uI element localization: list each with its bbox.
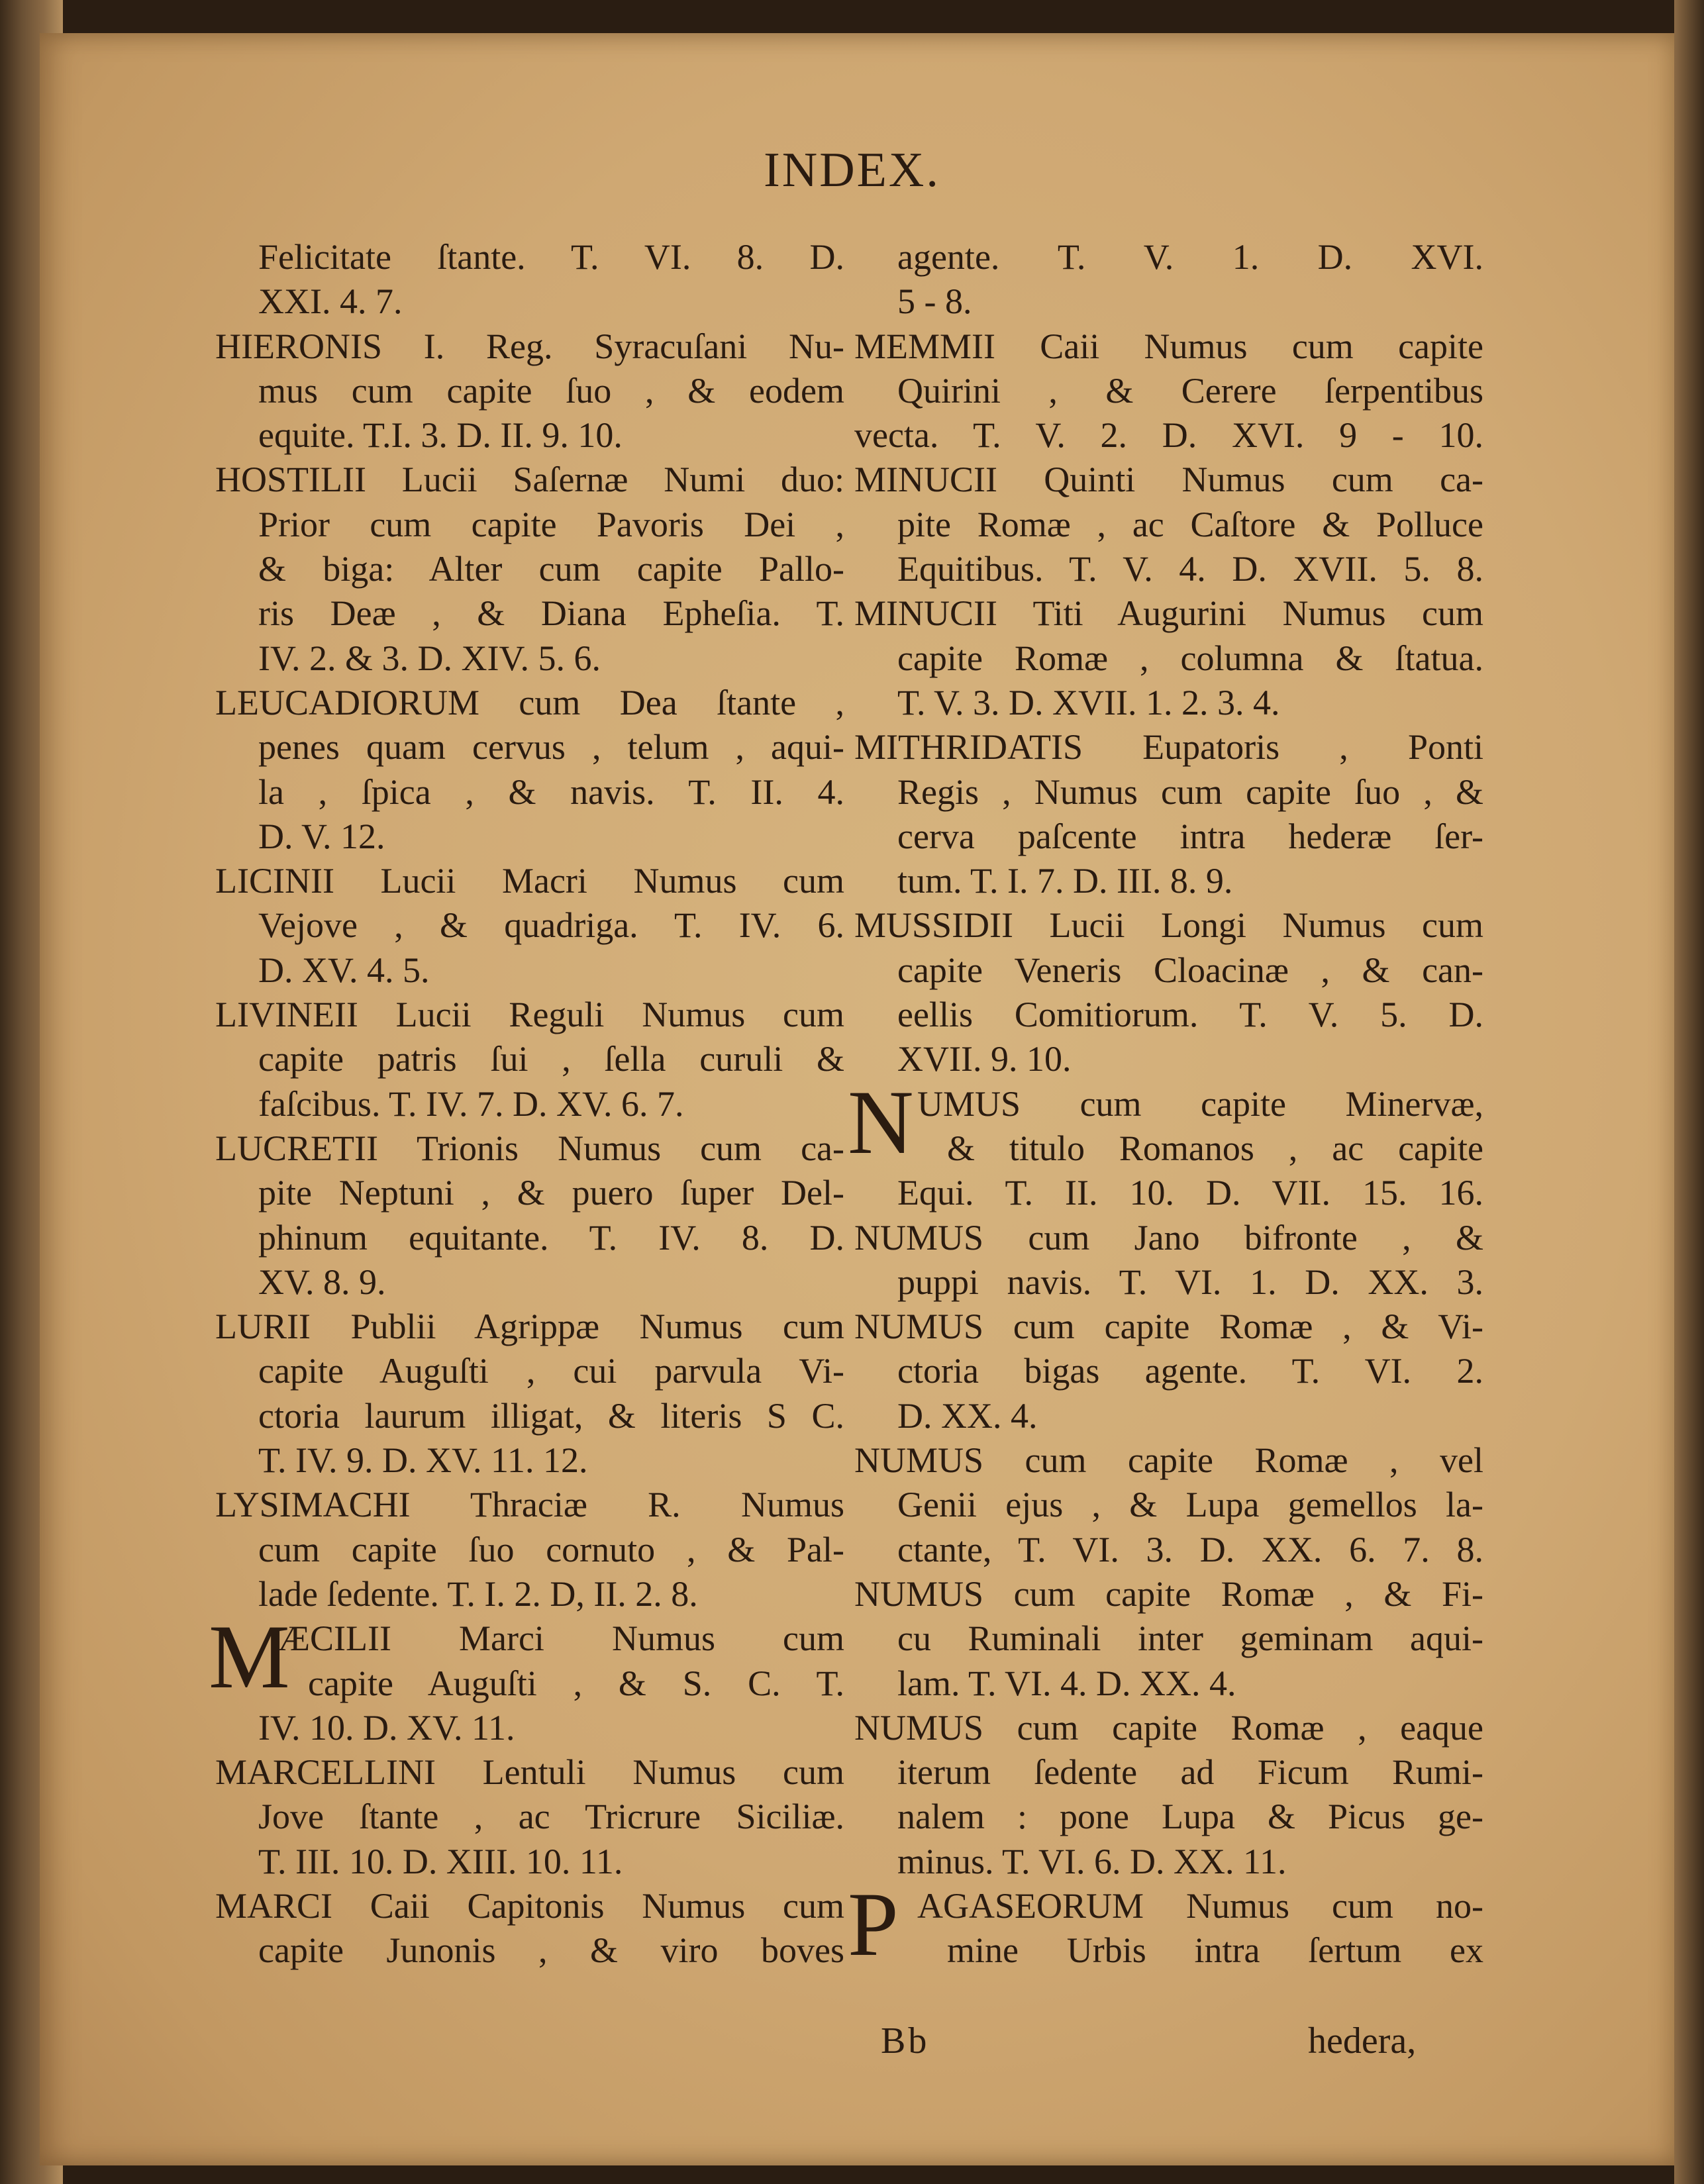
index-line-text: XXI. 4. 7. xyxy=(258,281,403,322)
index-line-text: Jove ſtante , ac Tricrure Siciliæ. xyxy=(258,1797,844,1837)
index-line xyxy=(215,547,844,591)
index-line-text: eellis Comitiorum. T. V. 5. D. xyxy=(897,995,1483,1035)
index-line-text: UMUS cum capite Minervæ, xyxy=(917,1083,1483,1124)
index-line xyxy=(854,235,1483,279)
index-line-text: vecta. T. V. 2. D. XVI. 9 - 10. xyxy=(854,415,1483,456)
index-line-text: pite Neptuni , & puero ſuper Del- xyxy=(258,1173,844,1213)
index-line-text: HIERONIS I. Reg. Syracuſani Nu- xyxy=(215,326,844,366)
index-line xyxy=(215,591,844,636)
index-line-text: LURII Publii Agrippæ Numus cum xyxy=(215,1307,844,1347)
index-line-text: Prior cum capite Pavoris Dei , xyxy=(258,504,844,544)
index-line xyxy=(854,1394,1483,1438)
index-line xyxy=(215,903,844,948)
index-line xyxy=(854,369,1483,413)
index-line-text: lade ſedente. T. I. 2. D, II. 2. 8. xyxy=(258,1573,698,1614)
index-line-text: XVII. 9. 10. xyxy=(897,1039,1072,1079)
index-line-text: nalem : pone Lupa & Picus ge- xyxy=(897,1797,1483,1837)
drop-cap: N xyxy=(848,1071,914,1173)
index-line-text: lam. T. VI. 4. D. XX. 4. xyxy=(897,1663,1236,1703)
index-line xyxy=(854,1662,1483,1706)
index-line xyxy=(215,1528,844,1572)
index-line-text: cerva paſcente intra hederæ ſer- xyxy=(897,816,1483,856)
index-line-text: MITHRIDATIS Eupatoris , Ponti xyxy=(854,727,1483,768)
index-line-text: NUMUS cum capite Romæ , eaque xyxy=(854,1707,1483,1748)
index-line xyxy=(215,1394,844,1438)
index-line xyxy=(854,903,1483,948)
index-line xyxy=(854,636,1483,681)
index-line xyxy=(854,591,1483,636)
index-line-text: capite Auguſti , cui parvula Vi- xyxy=(258,1351,844,1391)
index-line-text: mus cum capite ſuo , & eodem xyxy=(258,370,844,411)
index-line-text: mine Urbis intra ſertum ex xyxy=(947,1930,1483,1971)
index-line-text: Genii ejus , & Lupa gemellos la- xyxy=(897,1485,1483,1525)
index-line-text: Quirini , & Cerere ſerpentibus xyxy=(897,370,1483,411)
index-line xyxy=(854,1528,1483,1572)
index-line xyxy=(854,1928,1483,1973)
index-line-text: la , ſpica , & navis. T. II. 4. xyxy=(258,771,844,812)
drop-cap: P xyxy=(848,1873,899,1975)
index-line-text: MEMMII Caii Numus cum capite xyxy=(854,326,1483,366)
index-line-text: & titulo Romanos , ac capite xyxy=(947,1128,1483,1168)
index-line xyxy=(854,1616,1483,1661)
index-line xyxy=(215,1928,844,1973)
index-line-text: agente. T. V. 1. D. XVI. xyxy=(897,237,1483,277)
index-line xyxy=(854,1438,1483,1483)
index-line-text: T. III. 10. D. XIII. 10. 11. xyxy=(258,1841,623,1881)
index-line xyxy=(854,725,1483,769)
index-line xyxy=(215,1126,844,1171)
index-line-text: penes quam cervus , telum , aqui- xyxy=(258,727,844,768)
index-line xyxy=(215,681,844,725)
index-line-text: IV. 10. D. XV. 11. xyxy=(258,1707,515,1748)
index-line-text: T. V. 3. D. XVII. 1. 2. 3. 4. xyxy=(897,682,1280,722)
index-line xyxy=(215,235,844,279)
index-line-text: AGASEORUM Numus cum no- xyxy=(917,1885,1483,1926)
index-line xyxy=(854,681,1483,725)
index-line-text: D. XX. 4. xyxy=(897,1395,1038,1436)
index-line xyxy=(215,503,844,547)
index-line-text: ctoria bigas agente. T. VI. 2. xyxy=(897,1351,1483,1391)
index-line-text: iterum ſedente ad Ficum Rumi- xyxy=(897,1752,1483,1793)
index-line xyxy=(215,1082,844,1126)
index-line-text: LUCRETII Trionis Numus cum ca- xyxy=(215,1128,844,1168)
index-line xyxy=(854,993,1483,1037)
index-line xyxy=(854,1572,1483,1616)
page-edge xyxy=(1674,0,1704,2184)
index-line-text: T. IV. 9. D. XV. 11. 12. xyxy=(258,1440,588,1481)
index-line-text: LIVINEII Lucii Reguli Numus cum xyxy=(215,995,844,1035)
index-line-text: puppi navis. T. VI. 1. D. XX. 3. xyxy=(897,1262,1483,1302)
index-line xyxy=(215,279,844,324)
index-line-text: pite Romæ , ac Caſtore & Polluce xyxy=(897,504,1483,544)
index-line-text: & biga: Alter cum capite Pallo- xyxy=(258,549,844,589)
index-line-text: MUSSIDII Lucii Longi Numus cum xyxy=(854,905,1483,946)
index-line-text: cu Ruminali inter geminam aqui- xyxy=(897,1618,1483,1659)
index-line-text: MARCI Caii Capitonis Numus cum xyxy=(215,1885,844,1926)
index-line xyxy=(215,815,844,859)
index-line xyxy=(854,948,1483,993)
index-line xyxy=(215,1305,844,1349)
drop-cap: M xyxy=(209,1606,290,1708)
index-line-text: MARCELLINI Lentuli Numus cum xyxy=(215,1752,844,1793)
index-line-text: capite Veneris Cloacinæ , & can- xyxy=(897,950,1483,990)
index-line-text: LYSIMACHI Thraciæ R. Numus xyxy=(215,1485,844,1525)
index-line xyxy=(854,1795,1483,1839)
index-line xyxy=(854,1171,1483,1215)
index-line-text: phinum equitante. T. IV. 8. D. xyxy=(258,1217,844,1258)
index-line xyxy=(215,1840,844,1884)
index-line-text: D. V. 12. xyxy=(258,816,385,856)
index-line xyxy=(215,1662,844,1706)
left-column xyxy=(209,235,844,1973)
index-line xyxy=(215,413,844,458)
index-line xyxy=(854,1037,1483,1081)
index-line xyxy=(854,1483,1483,1527)
index-line-text: Equitibus. T. V. 4. D. XVII. 5. 8. xyxy=(897,549,1483,589)
index-line xyxy=(215,1349,844,1393)
index-line-text: equite. T.I. 3. D. II. 9. 10. xyxy=(258,415,623,456)
index-line xyxy=(854,503,1483,547)
index-line xyxy=(854,859,1483,903)
index-line xyxy=(854,1349,1483,1393)
index-line xyxy=(215,1483,844,1527)
index-line xyxy=(854,815,1483,859)
index-line-text: capite Junonis , & viro boves xyxy=(258,1930,844,1971)
index-line xyxy=(215,1037,844,1081)
index-line-text: ris Deæ , & Diana Epheſia. T. xyxy=(258,593,844,634)
index-line-text: NUMUS cum capite Romæ , & Vi- xyxy=(854,1307,1483,1347)
index-line-text: D. XV. 4. 5. xyxy=(258,950,430,990)
index-line xyxy=(854,1126,1483,1171)
index-line xyxy=(215,1260,844,1305)
index-line-text: tum. T. I. 7. D. III. 8. 9. xyxy=(897,861,1233,901)
catchword: hedera, xyxy=(1308,2020,1417,2061)
signature-mark: Bb xyxy=(881,2020,930,2061)
index-line-text: capite Romæ , columna & ſtatua. xyxy=(897,638,1483,678)
index-line-text: ctoria laurum illigat, & literis S C. xyxy=(258,1395,844,1436)
index-line-text: XV. 8. 9. xyxy=(258,1262,386,1302)
index-line xyxy=(854,413,1483,458)
page-header: INDEX. xyxy=(764,143,940,197)
index-line-text: Felicitate ſtante. T. VI. 8. D. xyxy=(258,237,844,277)
index-line xyxy=(854,1260,1483,1305)
index-line-text: faſcibus. T. IV. 7. D. XV. 6. 7. xyxy=(258,1083,684,1124)
index-line xyxy=(854,547,1483,591)
index-line xyxy=(215,1438,844,1483)
index-line-text: NUMUS cum Jano bifronte , & xyxy=(854,1217,1483,1258)
index-line xyxy=(215,859,844,903)
right-column xyxy=(848,235,1483,1975)
index-line xyxy=(215,1795,844,1839)
index-line-text: IV. 2. & 3. D. XIV. 5. 6. xyxy=(258,638,601,678)
index-line xyxy=(854,1750,1483,1795)
index-line xyxy=(215,369,844,413)
index-line xyxy=(215,1750,844,1795)
index-line-text: Vejove , & quadriga. T. IV. 6. xyxy=(258,905,844,946)
index-line-text: capite Auguſti , & S. C. T. xyxy=(308,1663,844,1703)
index-line xyxy=(215,1572,844,1616)
index-line-text: 5 - 8. xyxy=(897,281,972,322)
index-line-text: LEUCADIORUM cum Dea ſtante , xyxy=(215,682,844,722)
index-line-text: NUMUS cum capite Romæ , vel xyxy=(854,1440,1483,1481)
index-line-text: Regis , Numus cum capite ſuo , & xyxy=(897,771,1483,812)
index-line xyxy=(215,1171,844,1215)
index-line xyxy=(215,993,844,1037)
index-line-text: cum capite ſuo cornuto , & Pal- xyxy=(258,1529,844,1569)
index-line-text: MINUCII Quinti Numus cum ca- xyxy=(854,460,1483,500)
index-line-text: LICINII Lucii Macri Numus cum xyxy=(215,861,844,901)
index-line xyxy=(854,1305,1483,1349)
index-line-text: capite patris ſui , ſella curuli & xyxy=(258,1039,844,1079)
index-line xyxy=(215,324,844,369)
index-line xyxy=(854,458,1483,502)
index-line xyxy=(215,1216,844,1260)
index-line-text: Equi. T. II. 10. D. VII. 15. 16. xyxy=(897,1173,1483,1213)
index-line xyxy=(215,636,844,681)
index-line xyxy=(215,948,844,993)
index-line-text: HOSTILII Lucii Saſernæ Numi duo: xyxy=(215,460,844,500)
index-line xyxy=(854,1706,1483,1750)
index-line xyxy=(215,458,844,502)
index-line xyxy=(215,725,844,769)
index-line-text: minus. T. VI. 6. D. XX. 11. xyxy=(897,1841,1287,1881)
index-line xyxy=(854,1840,1483,1884)
index-line xyxy=(215,770,844,815)
index-line xyxy=(215,1706,844,1750)
index-line xyxy=(215,1884,844,1928)
index-line-text: NUMUS cum capite Romæ , & Fi- xyxy=(854,1573,1483,1614)
index-line xyxy=(854,1216,1483,1260)
index-line xyxy=(854,324,1483,369)
index-line-text: MINUCII Titi Augurini Numus cum xyxy=(854,593,1483,634)
index-line xyxy=(854,279,1483,324)
index-line-text: ctante, T. VI. 3. D. XX. 6. 7. 8. xyxy=(897,1529,1483,1569)
index-line xyxy=(854,770,1483,815)
index-line-text: ÆCILII Marci Numus cum xyxy=(278,1618,844,1659)
